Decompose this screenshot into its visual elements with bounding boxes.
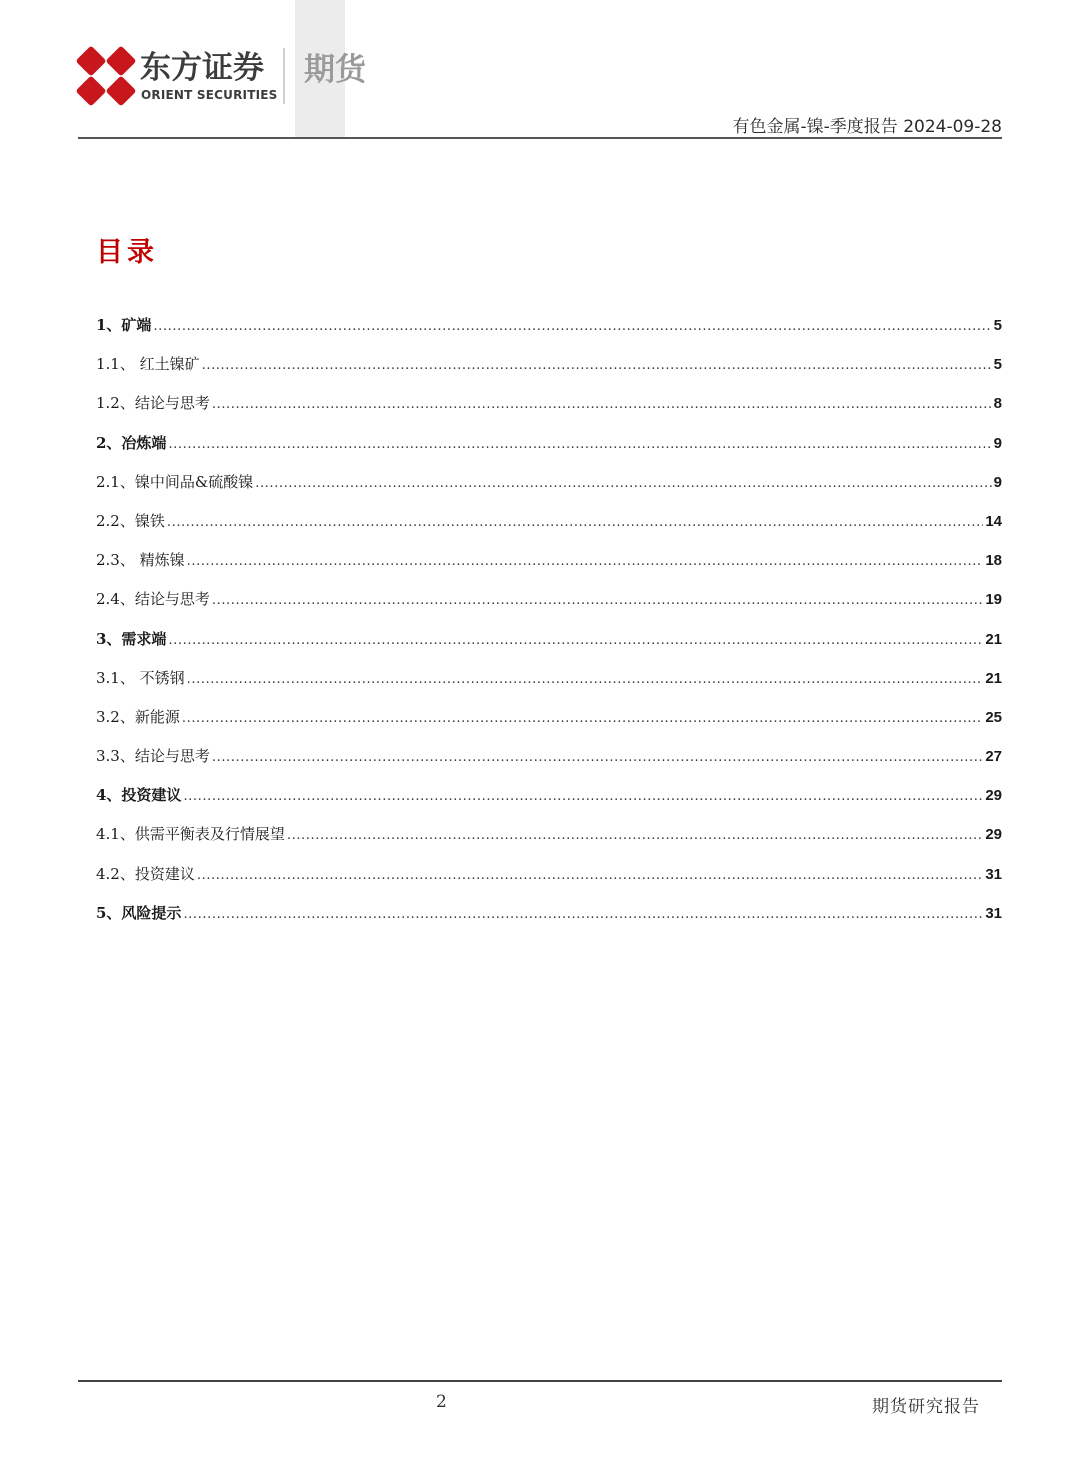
toc-entry-page: 25 [985,708,1002,726]
toc-entry-page: 21 [985,630,1002,648]
toc-entry-label: 3.3、结论与思考 [96,747,210,766]
toc-leader [168,437,991,452]
toc-leader [197,868,983,883]
toc-entry[interactable] [96,432,1002,471]
toc-entry-label: 3.1、 不锈钢 [96,668,185,687]
toc-entry-page: 31 [985,865,1002,883]
toc-entry[interactable] [96,745,1002,784]
toc-leader [212,397,992,412]
toc-leader [153,319,991,334]
toc-entry-label: 5、风险提示 [96,903,182,922]
toc-leader [183,789,983,804]
header-rule [78,137,1002,139]
toc-entry[interactable] [96,784,1002,823]
toc-leader [212,593,983,608]
page-number: 2 [436,1392,447,1412]
toc-leader [202,358,992,373]
toc-entry-page: 29 [985,826,1002,844]
toc-entry-page: 14 [985,512,1002,530]
division-label: 期货 [304,52,366,88]
toc-leader [255,476,991,491]
toc-entry[interactable] [96,628,1002,667]
toc-entry-label: 1、矿端 [96,316,152,334]
toc-entry[interactable] [96,471,1002,510]
toc-leader [187,554,984,569]
toc-entry-page: 9 [993,434,1002,452]
toc-entry-label: 2.4、结论与思考 [96,590,210,609]
toc-leader [287,828,983,843]
toc-entry[interactable] [96,314,1002,353]
toc-entry[interactable] [96,667,1002,706]
table-of-contents [96,314,1002,941]
toc-entry[interactable] [96,549,1002,588]
toc-leader [167,515,983,530]
toc-entry[interactable] [96,353,1002,392]
toc-entry[interactable] [96,588,1002,627]
toc-entry-label: 2.1、镍中间品&硫酸镍 [96,472,254,491]
orient-securities-logo-icon [76,46,136,106]
toc-entry[interactable] [96,510,1002,549]
toc-entry-page: 19 [985,591,1002,609]
toc-entry[interactable] [96,706,1002,745]
toc-entry[interactable] [96,392,1002,431]
toc-entry-label: 1.1、 红土镍矿 [96,355,200,374]
toc-entry-page: 29 [985,787,1002,805]
toc-leader [212,750,983,765]
toc-entry-label: 2.3、 精炼镍 [96,551,185,570]
toc-entry-label: 4、投资建议 [96,786,182,805]
footer-label: 期货研究报告 [872,1397,980,1417]
toc-entry-page: 5 [993,317,1002,334]
toc-entry[interactable] [96,902,1002,941]
toc-leader [183,907,983,922]
footer-rule [78,1380,1002,1382]
toc-entry-page: 8 [993,395,1002,413]
toc-title: 目录 [96,237,158,268]
toc-entry-page: 27 [985,748,1002,766]
header-divider [283,48,285,104]
toc-entry-label: 1.2、结论与思考 [96,394,210,413]
toc-leader [187,672,984,687]
toc-entry-label: 3、需求端 [96,629,167,648]
toc-entry-label: 4.1、供需平衡表及行情展望 [96,825,285,844]
toc-entry-page: 5 [993,356,1002,374]
report-meta: 有色金属-镍-季度报告 2024-09-28 [732,117,1002,137]
toc-entry-page: 18 [985,552,1002,570]
toc-entry-page: 21 [985,669,1002,687]
toc-entry-label: 3.2、新能源 [96,707,180,726]
toc-entry-label: 2、冶炼端 [96,433,167,452]
toc-entry[interactable] [96,863,1002,902]
toc-entry[interactable] [96,823,1002,862]
toc-entry-label: 2.2、镍铁 [96,511,165,530]
toc-entry-page: 31 [985,904,1002,922]
brand-name-cn: 东方证券 [140,50,264,86]
toc-leader [168,633,983,648]
toc-entry-label: 4.2、投资建议 [96,864,195,883]
toc-leader [182,711,983,726]
toc-entry-page: 9 [993,473,1002,491]
brand-name-en: ORIENT SECURITIES [141,88,278,102]
